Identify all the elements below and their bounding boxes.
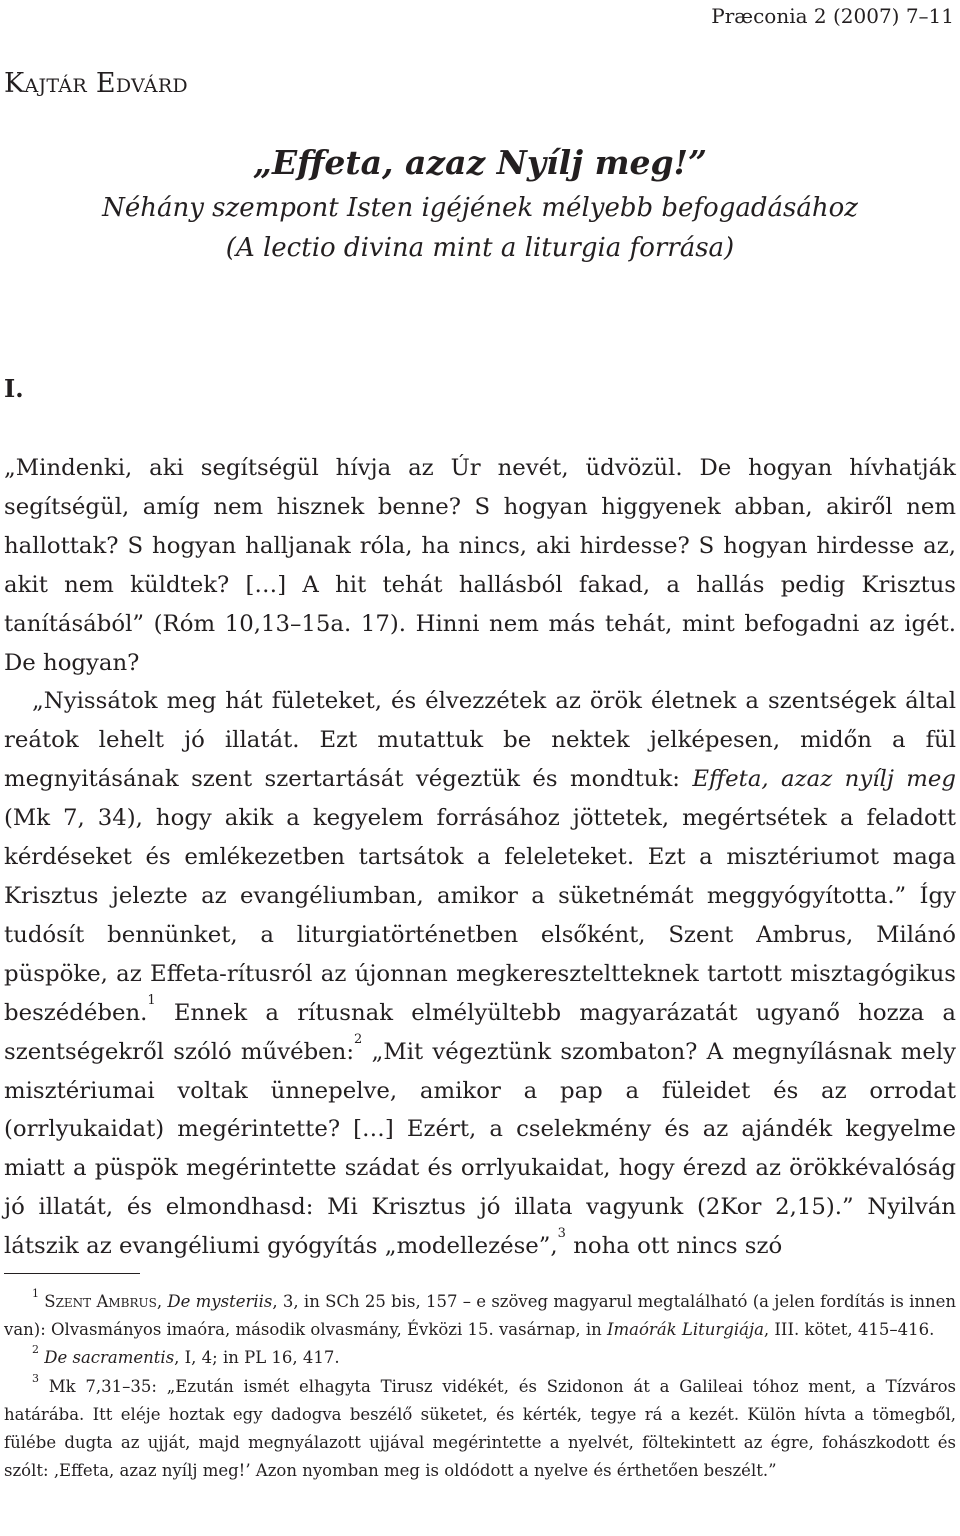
footnote-ref-3[interactable]: 3 (557, 1226, 566, 1242)
footnote-3 (4, 1373, 956, 1486)
footnote-1-book: Imaórák Liturgiája (607, 1320, 764, 1340)
effeta-italic: Effeta, azaz nyílj meg (692, 766, 956, 793)
footnote-2 (4, 1344, 956, 1372)
section-heading: I. (4, 374, 24, 403)
footnote-ref-1[interactable]: 1 (147, 992, 156, 1008)
paragraph-1: „Mindenki, aki segítségül hívja az Úr nevét, üdvözül. De hogyan hívhatják segítségül, amíg nem hisznek benne? S hogyan higgyenek abban, akiről nem hallottak? S hogyan halljanak róla, ha nincs, aki hirdesse? S hogyan hirdesse az, akit nem küldtek? […] A hit tehát hallásból fakad, a hallás pedig Krisztus tanításából” (Róm 10,13–15a. 17). Hinni nem más tehát, mint befogadni az igét. De hogyan? (4, 455, 956, 676)
footnote-1-text: , 3, in SCh 25 bis, 157 – e szöveg magyarul megtalálható (a jelen fordítás is innen van): Olvasmányos imaóra, második olvasmány, Évközi 15. vasárnap, in (4, 1292, 957, 1340)
footnote-1-text2: , III. kötet, 415–416. (763, 1320, 935, 1340)
footnote-3-number: 3 (32, 1371, 39, 1385)
footnote-1 (4, 1288, 956, 1344)
title-block (0, 140, 960, 266)
paragraph-2-part-b: (Mk 7, 34), hogy akik a kegyelem forrásához jöttetek, megértsétek a feladott kérdéseket és emlékezetben tartsátok a feleleteket. Ezt a misztériumot maga Krisztus jelezte az evangéliumban, amikor a süketnémát meggyógyította.” Így tudósít bennünket, a liturgiatörténetben elsőként, Szent Ambrus, Milánó püspöke, az Effeta-rítusról az újonnan megkereszteltteknek tartott misztagógikus beszédében. (4, 805, 956, 1026)
footnote-1-sep: , (156, 1292, 168, 1311)
paragraph-2-part-a: „Nyissátok meg hát fületeket, és élvezzétek az örök életnek a szentségek által reátok lehelt jó illatát. Ezt mutattuk be nektek jelképesen, midőn a fül megnyitásának szent szertartását végeztük és mondtuk: (4, 688, 956, 793)
footnote-ref-2[interactable]: 2 (354, 1031, 363, 1047)
footnote-1-work: De mysteriis (167, 1292, 273, 1311)
footnote-1-number: 1 (32, 1287, 39, 1300)
footnote-rule (4, 1273, 140, 1274)
article-subtitle-2: (A lectio divina mint a liturgia forrása) (225, 233, 735, 263)
author-name: Kajtár Edvárd (4, 68, 188, 99)
article-title: „Effeta, azaz Nyílj meg!” (252, 143, 708, 182)
footnotes (4, 1288, 956, 1485)
footnote-3-text: Mk 7,31–35: „Ezután ismét elhagyta Tirusz vidékét, és Szidonon át a Galileai tóhoz ment, a Tízváros határába. Itt eléje hoztak egy dadogva beszélő süketet, és kérték, tegye rá a kezét. Külön hívta a tömegből, fülébe dugta az ujját, majd megnyálazott ujjával megérintette a nyelvét, föltekintett az égre, fohászkodott és szólt: ‚Effeta, azaz nyílj meg!’ Azon nyomban meg is oldódott a nyelve és érthetően beszélt.” (4, 1376, 956, 1481)
footnote-2-text: , I, 4; in PL 16, 417. (174, 1348, 340, 1368)
paragraph-2 (4, 682, 956, 1266)
footnote-2-number: 2 (32, 1343, 39, 1357)
footnote-1-author: Szent Ambrus (44, 1292, 157, 1311)
article-subtitle-1: Néhány szempont Isten igéjének mélyebb befogadásához (102, 193, 858, 223)
paragraph-2-part-e: noha ott nincs szó (565, 1233, 783, 1260)
paragraph-2-part-d: „Mit végeztünk szombaton? A megnyílásnak mely misztériumai voltak ünnepelve, amikor a pap a füleidet és az orrodat (orrlyukaidat) megérintette? […] Ezért, a cselekmény és az ajándék kegyelme miatt a püspök megérintette szádat és orrlyukaidat, hogy érezd az örökkévalóság jó illatát, és elmondhasd: Mi Krisztus jó illata vagyunk (2Kor 2,15).” Nyilván látszik az evangéliumi gyógyítás „modellezése”, (4, 1038, 956, 1260)
paragraph-2-part-c: Ennek a rítusnak elmélyültebb magyarázatát ugyanő hozza a szentségekről szóló művében: (4, 999, 956, 1065)
body-text (4, 449, 956, 1266)
journal-citation: Præconia 2 (2007) 7–11 (711, 4, 954, 28)
footnote-2-work: De sacramentis (44, 1348, 175, 1368)
